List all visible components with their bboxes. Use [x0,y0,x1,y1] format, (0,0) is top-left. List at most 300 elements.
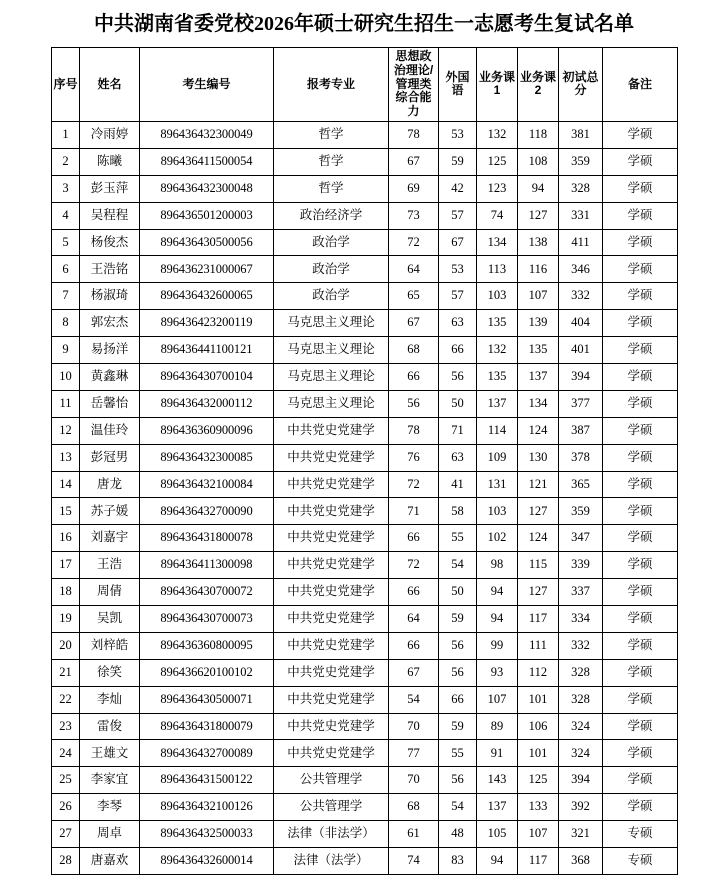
cell-major: 政治学 [274,283,389,310]
cell-foreign: 57 [439,283,477,310]
cell-biz1: 123 [477,175,518,202]
table-row [52,229,678,256]
cell-biz1: 131 [477,471,518,498]
cell-note: 学硕 [603,121,678,148]
cell-major: 中共党史党建学 [274,632,389,659]
cell-index: 6 [52,256,80,283]
table-row [52,283,678,310]
cell-biz2: 111 [518,632,559,659]
cell-biz2: 107 [518,821,559,848]
cell-note: 学硕 [603,417,678,444]
cell-politics: 71 [389,498,439,525]
cell-name: 郭宏杰 [80,310,140,337]
cell-name: 吴凯 [80,606,140,633]
table-header-row [52,48,678,122]
cell-biz1: 94 [477,848,518,875]
cell-major: 马克思主义理论 [274,337,389,364]
cell-code: 896436431500122 [140,767,274,794]
cell-name: 李灿 [80,686,140,713]
cell-biz1: 98 [477,552,518,579]
cell-major: 马克思主义理论 [274,310,389,337]
cell-name: 彭玉萍 [80,175,140,202]
cell-foreign: 59 [439,148,477,175]
cell-total: 337 [559,579,603,606]
cell-name: 岳馨怡 [80,390,140,417]
table-body [52,121,678,874]
column-header-note: 备注 [603,48,678,122]
cell-code: 896436432300049 [140,121,274,148]
cell-index: 20 [52,632,80,659]
cell-name: 李琴 [80,794,140,821]
cell-index: 27 [52,821,80,848]
cell-major: 中共党史党建学 [274,498,389,525]
cell-foreign: 56 [439,767,477,794]
cell-biz2: 115 [518,552,559,579]
cell-biz2: 127 [518,498,559,525]
column-header-name: 姓名 [80,48,140,122]
cell-major: 马克思主义理论 [274,364,389,391]
cell-biz1: 137 [477,794,518,821]
cell-politics: 76 [389,444,439,471]
cell-biz1: 103 [477,283,518,310]
cell-code: 896436430500056 [140,229,274,256]
cell-name: 李家宜 [80,767,140,794]
column-header-total: 初试总分 [559,48,603,122]
table-row [52,175,678,202]
table-row [52,659,678,686]
cell-biz1: 114 [477,417,518,444]
cell-biz1: 132 [477,337,518,364]
cell-politics: 70 [389,767,439,794]
cell-note: 学硕 [603,498,678,525]
cell-total: 377 [559,390,603,417]
table-row [52,390,678,417]
cell-politics: 72 [389,552,439,579]
cell-politics: 72 [389,471,439,498]
cell-politics: 68 [389,337,439,364]
cell-biz2: 108 [518,148,559,175]
cell-code: 896436432300048 [140,175,274,202]
cell-major: 哲学 [274,175,389,202]
cell-index: 21 [52,659,80,686]
cell-total: 321 [559,821,603,848]
page-title: 中共湖南省委党校2026年硕士研究生招生一志愿考生复试名单 [94,13,634,35]
table-row [52,767,678,794]
cell-total: 365 [559,471,603,498]
cell-total: 339 [559,552,603,579]
cell-index: 10 [52,364,80,391]
cell-foreign: 50 [439,390,477,417]
cell-name: 温佳玲 [80,417,140,444]
column-header-major: 报考专业 [274,48,389,122]
cell-foreign: 57 [439,202,477,229]
cell-note: 学硕 [603,175,678,202]
cell-index: 28 [52,848,80,875]
cell-code: 896436432700089 [140,740,274,767]
cell-biz1: 105 [477,821,518,848]
cell-index: 7 [52,283,80,310]
cell-name: 唐嘉欢 [80,848,140,875]
cell-major: 中共党史党建学 [274,659,389,686]
cell-index: 2 [52,148,80,175]
cell-note: 学硕 [603,390,678,417]
cell-biz1: 137 [477,390,518,417]
cell-politics: 70 [389,713,439,740]
table-row [52,471,678,498]
cell-note: 专硕 [603,848,678,875]
table-row [52,525,678,552]
cell-politics: 69 [389,175,439,202]
cell-code: 896436432600014 [140,848,274,875]
cell-major: 中共党史党建学 [274,740,389,767]
table-row [52,310,678,337]
cell-index: 23 [52,713,80,740]
cell-biz2: 127 [518,202,559,229]
cell-politics: 67 [389,659,439,686]
cell-biz1: 134 [477,229,518,256]
roster-table-container [51,47,677,875]
cell-biz1: 109 [477,444,518,471]
cell-biz1: 94 [477,606,518,633]
cell-major: 中共党史党建学 [274,686,389,713]
cell-total: 332 [559,283,603,310]
cell-name: 周卓 [80,821,140,848]
cell-index: 4 [52,202,80,229]
table-row [52,794,678,821]
cell-total: 404 [559,310,603,337]
cell-foreign: 59 [439,606,477,633]
cell-note: 学硕 [603,471,678,498]
cell-politics: 64 [389,606,439,633]
cell-note: 专硕 [603,821,678,848]
cell-name: 易扬洋 [80,337,140,364]
table-row [52,444,678,471]
cell-biz2: 138 [518,229,559,256]
column-header-foreign: 外国语 [439,48,477,122]
cell-index: 12 [52,417,80,444]
cell-note: 学硕 [603,767,678,794]
cell-code: 896436431800078 [140,525,274,552]
cell-code: 896436432100126 [140,794,274,821]
cell-note: 学硕 [603,364,678,391]
cell-biz1: 143 [477,767,518,794]
cell-index: 22 [52,686,80,713]
cell-note: 学硕 [603,525,678,552]
cell-total: 346 [559,256,603,283]
cell-code: 896436430500071 [140,686,274,713]
cell-index: 8 [52,310,80,337]
cell-code: 896436360800095 [140,632,274,659]
cell-code: 896436431800079 [140,713,274,740]
cell-total: 394 [559,767,603,794]
cell-biz1: 107 [477,686,518,713]
cell-major: 中共党史党建学 [274,606,389,633]
cell-note: 学硕 [603,229,678,256]
cell-major: 哲学 [274,148,389,175]
cell-politics: 64 [389,256,439,283]
cell-name: 陈曦 [80,148,140,175]
table-row [52,686,678,713]
cell-politics: 67 [389,310,439,337]
table-row [52,148,678,175]
cell-biz2: 107 [518,283,559,310]
cell-index: 24 [52,740,80,767]
cell-note: 学硕 [603,606,678,633]
cell-politics: 73 [389,202,439,229]
cell-biz2: 133 [518,794,559,821]
cell-major: 中共党史党建学 [274,552,389,579]
cell-foreign: 71 [439,417,477,444]
cell-foreign: 48 [439,821,477,848]
cell-biz2: 137 [518,364,559,391]
cell-major: 政治经济学 [274,202,389,229]
cell-major: 政治学 [274,256,389,283]
cell-foreign: 41 [439,471,477,498]
cell-major: 公共管理学 [274,794,389,821]
cell-index: 18 [52,579,80,606]
cell-note: 学硕 [603,148,678,175]
cell-major: 马克思主义理论 [274,390,389,417]
cell-code: 896436432100084 [140,471,274,498]
cell-biz2: 124 [518,525,559,552]
cell-major: 中共党史党建学 [274,713,389,740]
cell-index: 25 [52,767,80,794]
cell-index: 19 [52,606,80,633]
cell-code: 896436430700104 [140,364,274,391]
cell-total: 359 [559,498,603,525]
cell-foreign: 66 [439,686,477,713]
cell-code: 896436432300085 [140,444,274,471]
cell-note: 学硕 [603,444,678,471]
cell-biz1: 74 [477,202,518,229]
cell-index: 17 [52,552,80,579]
cell-foreign: 55 [439,525,477,552]
cell-name: 雷俊 [80,713,140,740]
table-row [52,606,678,633]
cell-major: 政治学 [274,229,389,256]
table-row [52,337,678,364]
cell-politics: 54 [389,686,439,713]
cell-name: 周倩 [80,579,140,606]
cell-code: 896436432600065 [140,283,274,310]
cell-politics: 56 [389,390,439,417]
cell-biz2: 117 [518,606,559,633]
cell-biz1: 99 [477,632,518,659]
cell-foreign: 58 [439,498,477,525]
cell-note: 学硕 [603,794,678,821]
cell-foreign: 54 [439,552,477,579]
column-header-index: 序号 [52,48,80,122]
cell-politics: 78 [389,417,439,444]
cell-foreign: 54 [439,794,477,821]
cell-major: 中共党史党建学 [274,579,389,606]
cell-code: 896436501200003 [140,202,274,229]
cell-total: 347 [559,525,603,552]
table-row [52,552,678,579]
cell-total: 368 [559,848,603,875]
cell-biz2: 125 [518,767,559,794]
table-row [52,848,678,875]
cell-biz1: 93 [477,659,518,686]
cell-politics: 77 [389,740,439,767]
cell-total: 328 [559,659,603,686]
cell-major: 中共党史党建学 [274,417,389,444]
cell-name: 王浩 [80,552,140,579]
cell-name: 杨淑琦 [80,283,140,310]
cell-politics: 65 [389,283,439,310]
table-row [52,632,678,659]
table-row [52,498,678,525]
cell-code: 896436411300098 [140,552,274,579]
cell-index: 11 [52,390,80,417]
cell-foreign: 50 [439,579,477,606]
cell-foreign: 83 [439,848,477,875]
cell-biz2: 121 [518,471,559,498]
cell-note: 学硕 [603,686,678,713]
column-header-code: 考生编号 [140,48,274,122]
table-row [52,202,678,229]
cell-note: 学硕 [603,579,678,606]
cell-code: 896436411500054 [140,148,274,175]
cell-major: 中共党史党建学 [274,471,389,498]
cell-biz1: 132 [477,121,518,148]
cell-politics: 61 [389,821,439,848]
cell-biz2: 117 [518,848,559,875]
table-row [52,364,678,391]
cell-biz2: 135 [518,337,559,364]
cell-index: 16 [52,525,80,552]
cell-total: 387 [559,417,603,444]
cell-note: 学硕 [603,310,678,337]
cell-foreign: 66 [439,337,477,364]
cell-biz1: 125 [477,148,518,175]
cell-biz2: 101 [518,686,559,713]
cell-total: 359 [559,148,603,175]
cell-index: 14 [52,471,80,498]
cell-name: 苏子媛 [80,498,140,525]
cell-total: 324 [559,713,603,740]
cell-foreign: 42 [439,175,477,202]
cell-foreign: 56 [439,659,477,686]
admission-roster-table [51,47,678,875]
cell-code: 896436360900096 [140,417,274,444]
cell-code: 896436620100102 [140,659,274,686]
cell-biz2: 116 [518,256,559,283]
cell-name: 王雄文 [80,740,140,767]
cell-foreign: 63 [439,444,477,471]
cell-politics: 66 [389,579,439,606]
table-header [52,48,678,122]
cell-note: 学硕 [603,283,678,310]
cell-biz1: 135 [477,364,518,391]
cell-foreign: 55 [439,740,477,767]
cell-biz1: 135 [477,310,518,337]
cell-name: 杨俊杰 [80,229,140,256]
cell-total: 324 [559,740,603,767]
table-row [52,256,678,283]
cell-biz2: 118 [518,121,559,148]
cell-note: 学硕 [603,202,678,229]
cell-politics: 66 [389,525,439,552]
cell-code: 896436432700090 [140,498,274,525]
cell-politics: 78 [389,121,439,148]
cell-name: 唐龙 [80,471,140,498]
cell-biz1: 91 [477,740,518,767]
cell-biz1: 94 [477,579,518,606]
cell-major: 中共党史党建学 [274,444,389,471]
cell-index: 13 [52,444,80,471]
cell-total: 378 [559,444,603,471]
cell-note: 学硕 [603,659,678,686]
cell-biz1: 113 [477,256,518,283]
cell-politics: 68 [389,794,439,821]
cell-major: 哲学 [274,121,389,148]
cell-note: 学硕 [603,713,678,740]
table-row [52,121,678,148]
cell-name: 冷雨婷 [80,121,140,148]
cell-biz2: 101 [518,740,559,767]
cell-total: 334 [559,606,603,633]
cell-politics: 66 [389,632,439,659]
cell-biz1: 102 [477,525,518,552]
column-header-biz2: 业务课2 [518,48,559,122]
cell-total: 332 [559,632,603,659]
cell-index: 9 [52,337,80,364]
cell-code: 896436423200119 [140,310,274,337]
cell-name: 吴程程 [80,202,140,229]
cell-index: 1 [52,121,80,148]
table-row [52,740,678,767]
cell-biz2: 127 [518,579,559,606]
cell-foreign: 67 [439,229,477,256]
cell-total: 392 [559,794,603,821]
table-row [52,821,678,848]
cell-biz2: 139 [518,310,559,337]
cell-biz2: 134 [518,390,559,417]
cell-total: 331 [559,202,603,229]
cell-major: 公共管理学 [274,767,389,794]
cell-name: 刘嘉宇 [80,525,140,552]
cell-foreign: 56 [439,364,477,391]
cell-biz1: 103 [477,498,518,525]
cell-politics: 74 [389,848,439,875]
cell-code: 896436432000112 [140,390,274,417]
cell-name: 徐笑 [80,659,140,686]
cell-code: 896436432500033 [140,821,274,848]
cell-code: 896436441100121 [140,337,274,364]
cell-index: 5 [52,229,80,256]
cell-total: 394 [559,364,603,391]
cell-index: 26 [52,794,80,821]
cell-note: 学硕 [603,552,678,579]
cell-biz2: 130 [518,444,559,471]
cell-biz2: 106 [518,713,559,740]
column-header-biz1: 业务课1 [477,48,518,122]
cell-code: 896436430700072 [140,579,274,606]
cell-note: 学硕 [603,740,678,767]
cell-major: 法律（法学） [274,848,389,875]
cell-biz2: 112 [518,659,559,686]
cell-name: 王浩铭 [80,256,140,283]
cell-total: 328 [559,175,603,202]
cell-name: 黄鑫琳 [80,364,140,391]
cell-biz2: 94 [518,175,559,202]
table-row [52,417,678,444]
cell-foreign: 53 [439,121,477,148]
cell-note: 学硕 [603,337,678,364]
cell-code: 896436231000067 [140,256,274,283]
cell-note: 学硕 [603,256,678,283]
